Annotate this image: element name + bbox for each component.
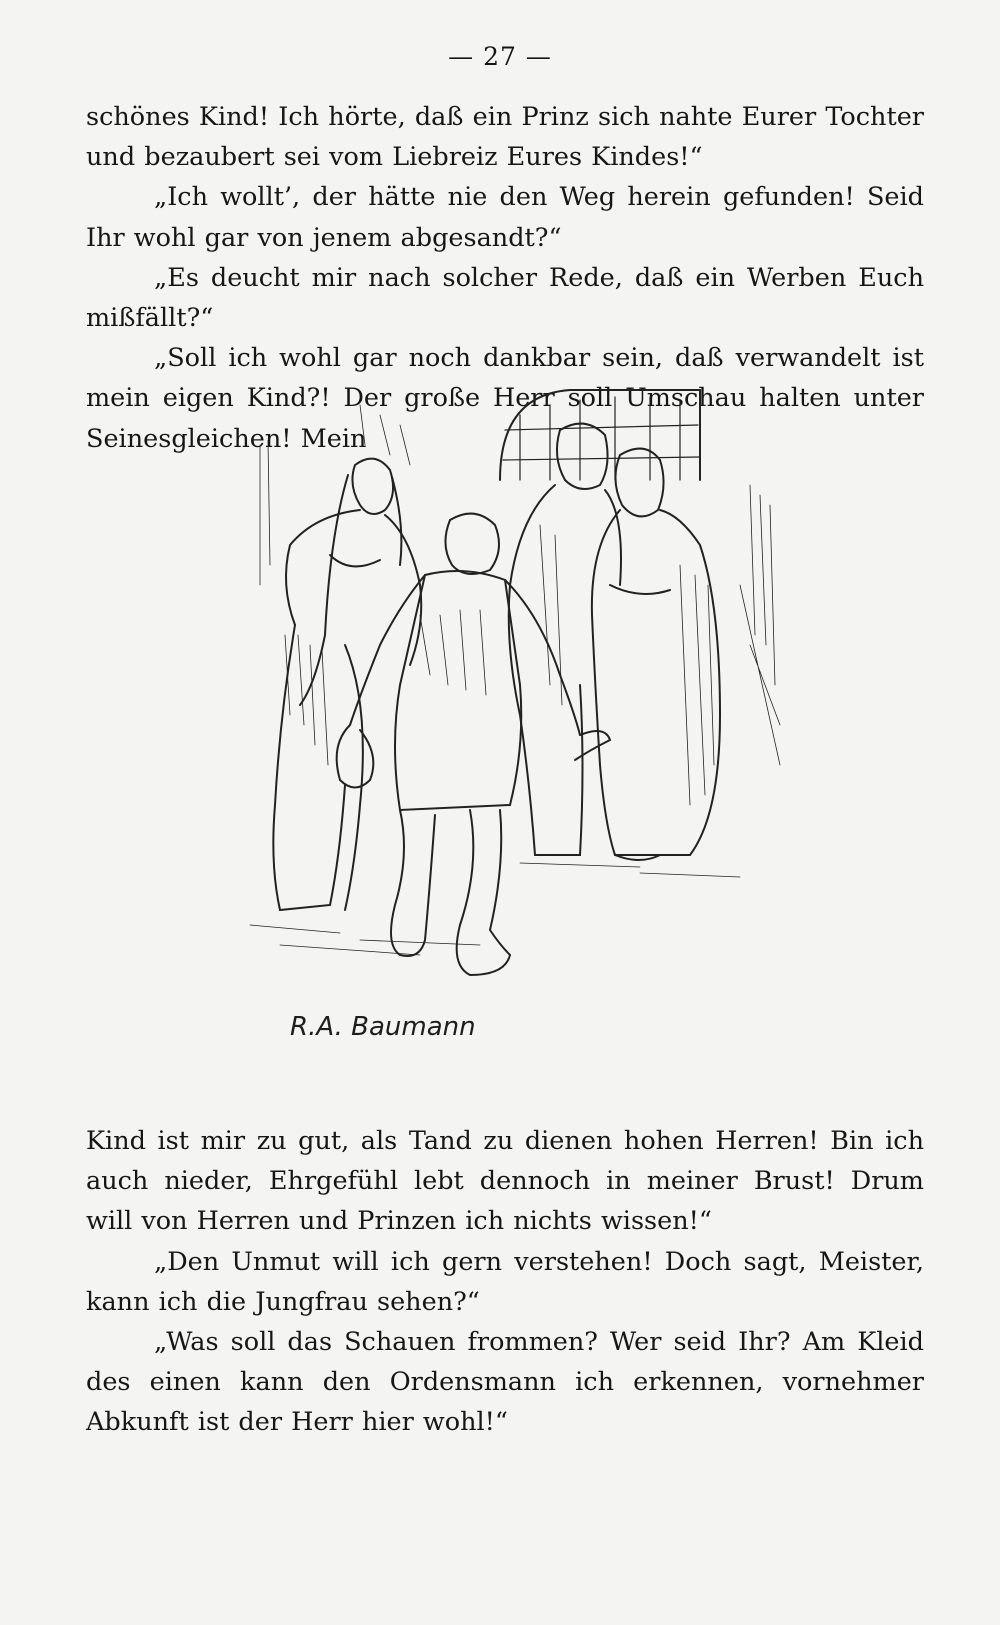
paragraph: „Ich wollt’, der hätte nie den Weg herein gefunden! Seid Ihr wohl gar von jenem abgesandt?“ — [86, 182, 924, 253]
young-man-figure — [337, 514, 610, 975]
monk-figure — [592, 449, 720, 860]
paragraph: „Es deucht mir nach solcher Rede, daß ein Werben Euch mißfällt?“ — [86, 262, 924, 334]
paragraph: „Was soll das Schauen frommen? Wer seid Ihr? Am Kleid des einen kann den Ordensmann ich erkennen, vornehmer Abkunft ist der Herr hier wohl!“ — [86, 1327, 924, 1438]
paragraph: Kind ist mir zu gut, als Tand zu dienen hohen Herren! Bin ich auch nieder, Ehrgefühl lebt dennoch in meiner Brust! Drum will von Herren und Prinzen ich nichts wissen!“ — [86, 1126, 924, 1237]
text-block-bottom — [86, 1121, 924, 1443]
paragraph: „Soll ich wohl gar noch dankbar sein, daß verwandelt ist mein eigen Kind?! Der große Herr soll Umschau halten unter Seinesgleichen! Mein — [86, 343, 924, 454]
elder-man-figure — [509, 424, 621, 855]
paragraph: schönes Kind! Ich hörte, daß ein Prinz sich nahte Eurer Tochter und bezaubert sei vom Liebreiz Eures Kindes!“ — [86, 102, 924, 173]
paragraph: „Den Unmut will ich gern verstehen! Doch sagt, Meister, kann ich die Jungfrau sehen?“ — [86, 1246, 924, 1317]
engraving-scene — [220, 385, 820, 1090]
page-number: — 27 — — [448, 42, 552, 71]
window-drawing — [500, 390, 700, 480]
illustration — [220, 385, 820, 1090]
girl-figure — [273, 459, 421, 910]
artist-signature: R.A. Baumann — [290, 1012, 476, 1042]
